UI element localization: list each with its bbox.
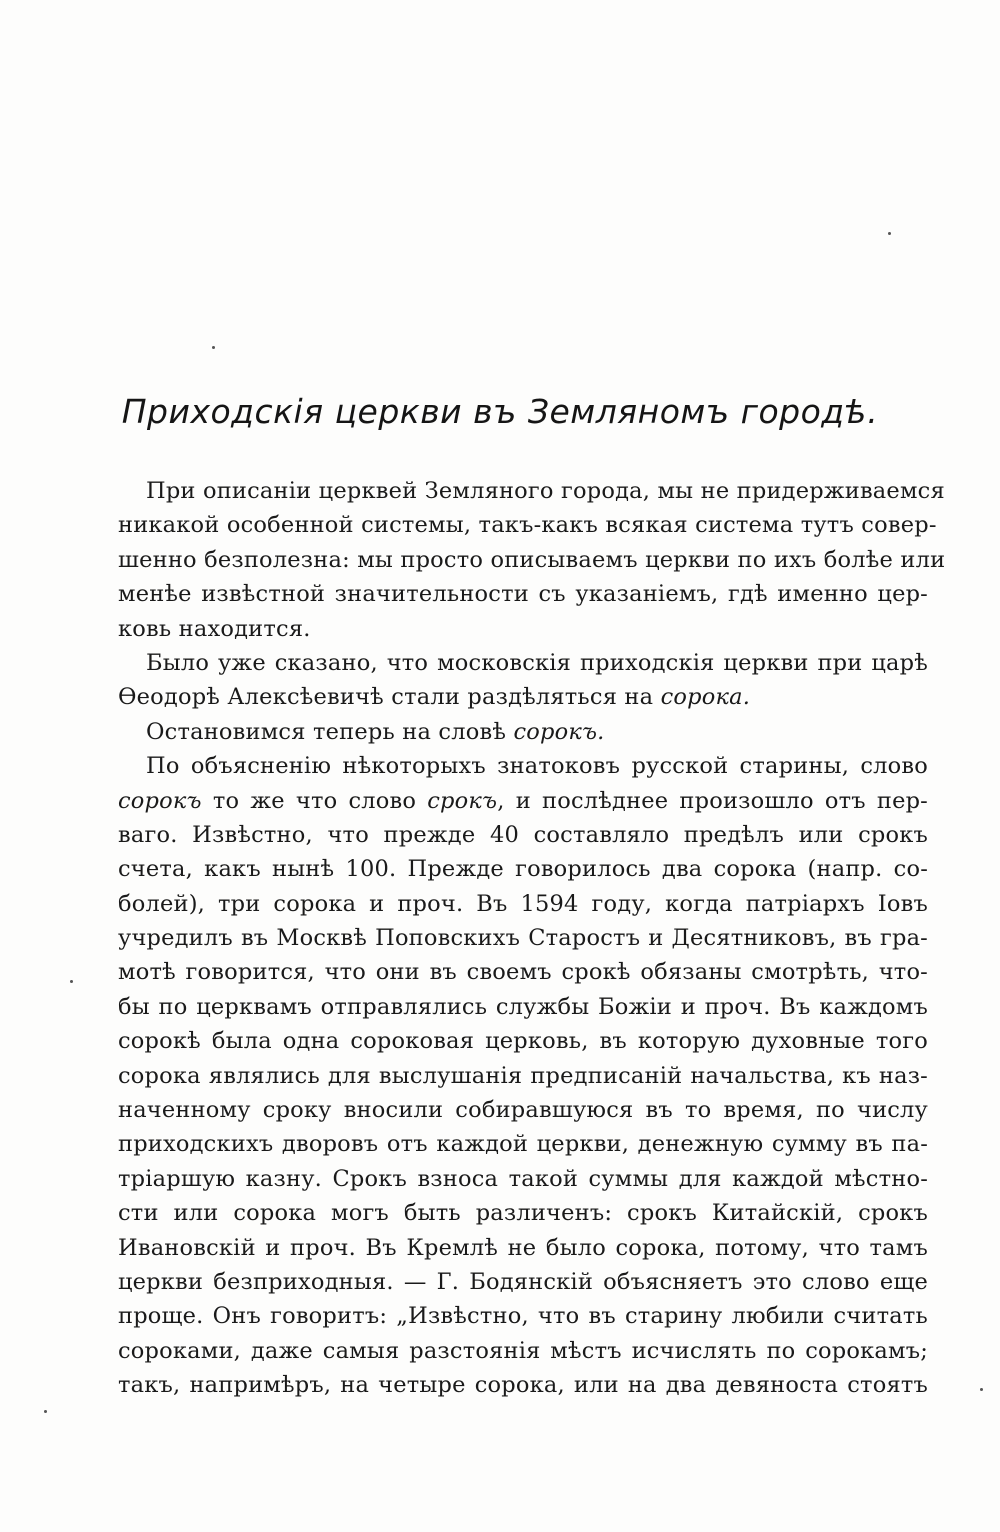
text-run: сороками, даже самыя разстоянія мѣстъ исчислять по сорокамъ; bbox=[118, 1337, 928, 1364]
text-line bbox=[118, 1093, 928, 1127]
text-line bbox=[118, 852, 928, 886]
print-speck bbox=[44, 1410, 47, 1413]
text-line bbox=[118, 1334, 928, 1368]
text-line bbox=[118, 818, 928, 852]
text-line bbox=[118, 1299, 928, 1333]
text-run: наченному сроку вносили собиравшуюся въ то время, по числу bbox=[118, 1097, 928, 1124]
italic-word: срокъ bbox=[427, 787, 498, 814]
italic-word: сорокъ bbox=[118, 787, 202, 814]
text-line bbox=[118, 1024, 928, 1058]
print-speck bbox=[70, 980, 73, 983]
text-run: сорока являлись для выслушанія предписаній начальства, къ наз- bbox=[118, 1062, 928, 1089]
text-run: Остановимся теперь на словѣ bbox=[146, 718, 514, 745]
text-line bbox=[118, 784, 928, 818]
text-run: церкви безприходныя. — Г. Бодянскій объясняетъ это слово еще bbox=[118, 1268, 928, 1295]
text-line bbox=[118, 1162, 928, 1196]
text-line bbox=[118, 990, 928, 1024]
text-run: Ивановскій и проч. Въ Кремлѣ не было сорока, потому, что тамъ bbox=[118, 1234, 928, 1261]
text-run: то же что слово bbox=[201, 787, 428, 814]
text-line bbox=[118, 1059, 928, 1093]
text-line bbox=[118, 921, 928, 955]
text-line bbox=[118, 715, 928, 749]
page-title: Приходскія церкви въ Земляномъ городѣ. bbox=[121, 392, 879, 431]
text-run: ковь находится. bbox=[118, 615, 311, 642]
text-line bbox=[118, 1265, 928, 1299]
text-run: При описаніи церквей Земляного города, мы не придерживаемся bbox=[146, 478, 945, 504]
text-run: никакой особенной системы, такъ-какъ всякая система тутъ совер- bbox=[118, 512, 937, 539]
text-run: приходскихъ дворовъ отъ каждой церкви, денежную сумму въ па- bbox=[118, 1131, 928, 1158]
text-run: шенно безполезна: мы просто описываемъ церкви по ихъ болѣе или bbox=[118, 546, 946, 573]
text-run: мотѣ говорится, что они въ своемъ срокѣ обязаны смотрѣть, что- bbox=[118, 959, 928, 986]
text-line bbox=[118, 1127, 928, 1161]
print-speck bbox=[888, 232, 891, 235]
text-run: учредилъ въ Москвѣ Поповскихъ Старостъ и Десятниковъ, въ гра- bbox=[118, 925, 928, 952]
text-line bbox=[118, 474, 945, 508]
text-run: , и послѣднее произошло отъ пер- bbox=[497, 787, 928, 814]
text-line bbox=[118, 543, 946, 577]
italic-word: сорока. bbox=[660, 684, 751, 711]
text-run: сорокѣ была одна сороковая церковь, въ которую духовные того bbox=[118, 1028, 928, 1055]
text-line bbox=[118, 577, 928, 611]
text-line bbox=[118, 508, 937, 542]
text-line bbox=[118, 1196, 928, 1230]
text-run: По объясненію нѣкоторыхъ знатоковъ русской старины, слово bbox=[146, 753, 928, 780]
text-run: сти или сорока могъ быть различенъ: срокъ Китайскій, срокъ bbox=[118, 1200, 928, 1227]
text-line bbox=[118, 1231, 928, 1265]
text-line bbox=[118, 1368, 928, 1402]
text-run: такъ, напримѣръ, на четыре сорока, или на два девяноста стоятъ bbox=[118, 1372, 928, 1399]
text-run: тріаршую казну. Срокъ взноса такой суммы для каждой мѣстно- bbox=[118, 1165, 928, 1192]
text-line bbox=[118, 646, 928, 680]
text-line bbox=[118, 680, 928, 714]
text-line bbox=[118, 749, 928, 783]
text-run: бы по церквамъ отправлялись службы Божіи и проч. Въ каждомъ bbox=[118, 993, 928, 1020]
text-line bbox=[118, 887, 928, 921]
text-run: проще. Онъ говоритъ: „Извѣстно, что въ старину любили считать bbox=[118, 1303, 928, 1330]
text-run: Было уже сказано, что московскія приходскія церкви при царѣ bbox=[146, 649, 928, 676]
body-text bbox=[118, 474, 946, 1403]
print-speck bbox=[212, 346, 215, 349]
text-line bbox=[118, 955, 928, 989]
text-run: болей), три сорока и проч. Въ 1594 году, когда патріархъ Іовъ bbox=[118, 890, 928, 917]
text-run: менѣе извѣстной значительности съ указаніемъ, гдѣ именно цер- bbox=[118, 581, 928, 608]
text-run: ваго. Извѣстно, что прежде 40 составляло предѣлъ или срокъ bbox=[118, 821, 928, 848]
text-run: счета, какъ нынѣ 100. Прежде говорилось два сорока (напр. со- bbox=[118, 856, 928, 883]
italic-word: сорокъ. bbox=[513, 718, 605, 745]
print-speck bbox=[980, 1388, 983, 1391]
text-run: Ѳеодорѣ Алексѣевичѣ стали раздѣляться на bbox=[118, 684, 661, 711]
text-line bbox=[118, 612, 928, 646]
